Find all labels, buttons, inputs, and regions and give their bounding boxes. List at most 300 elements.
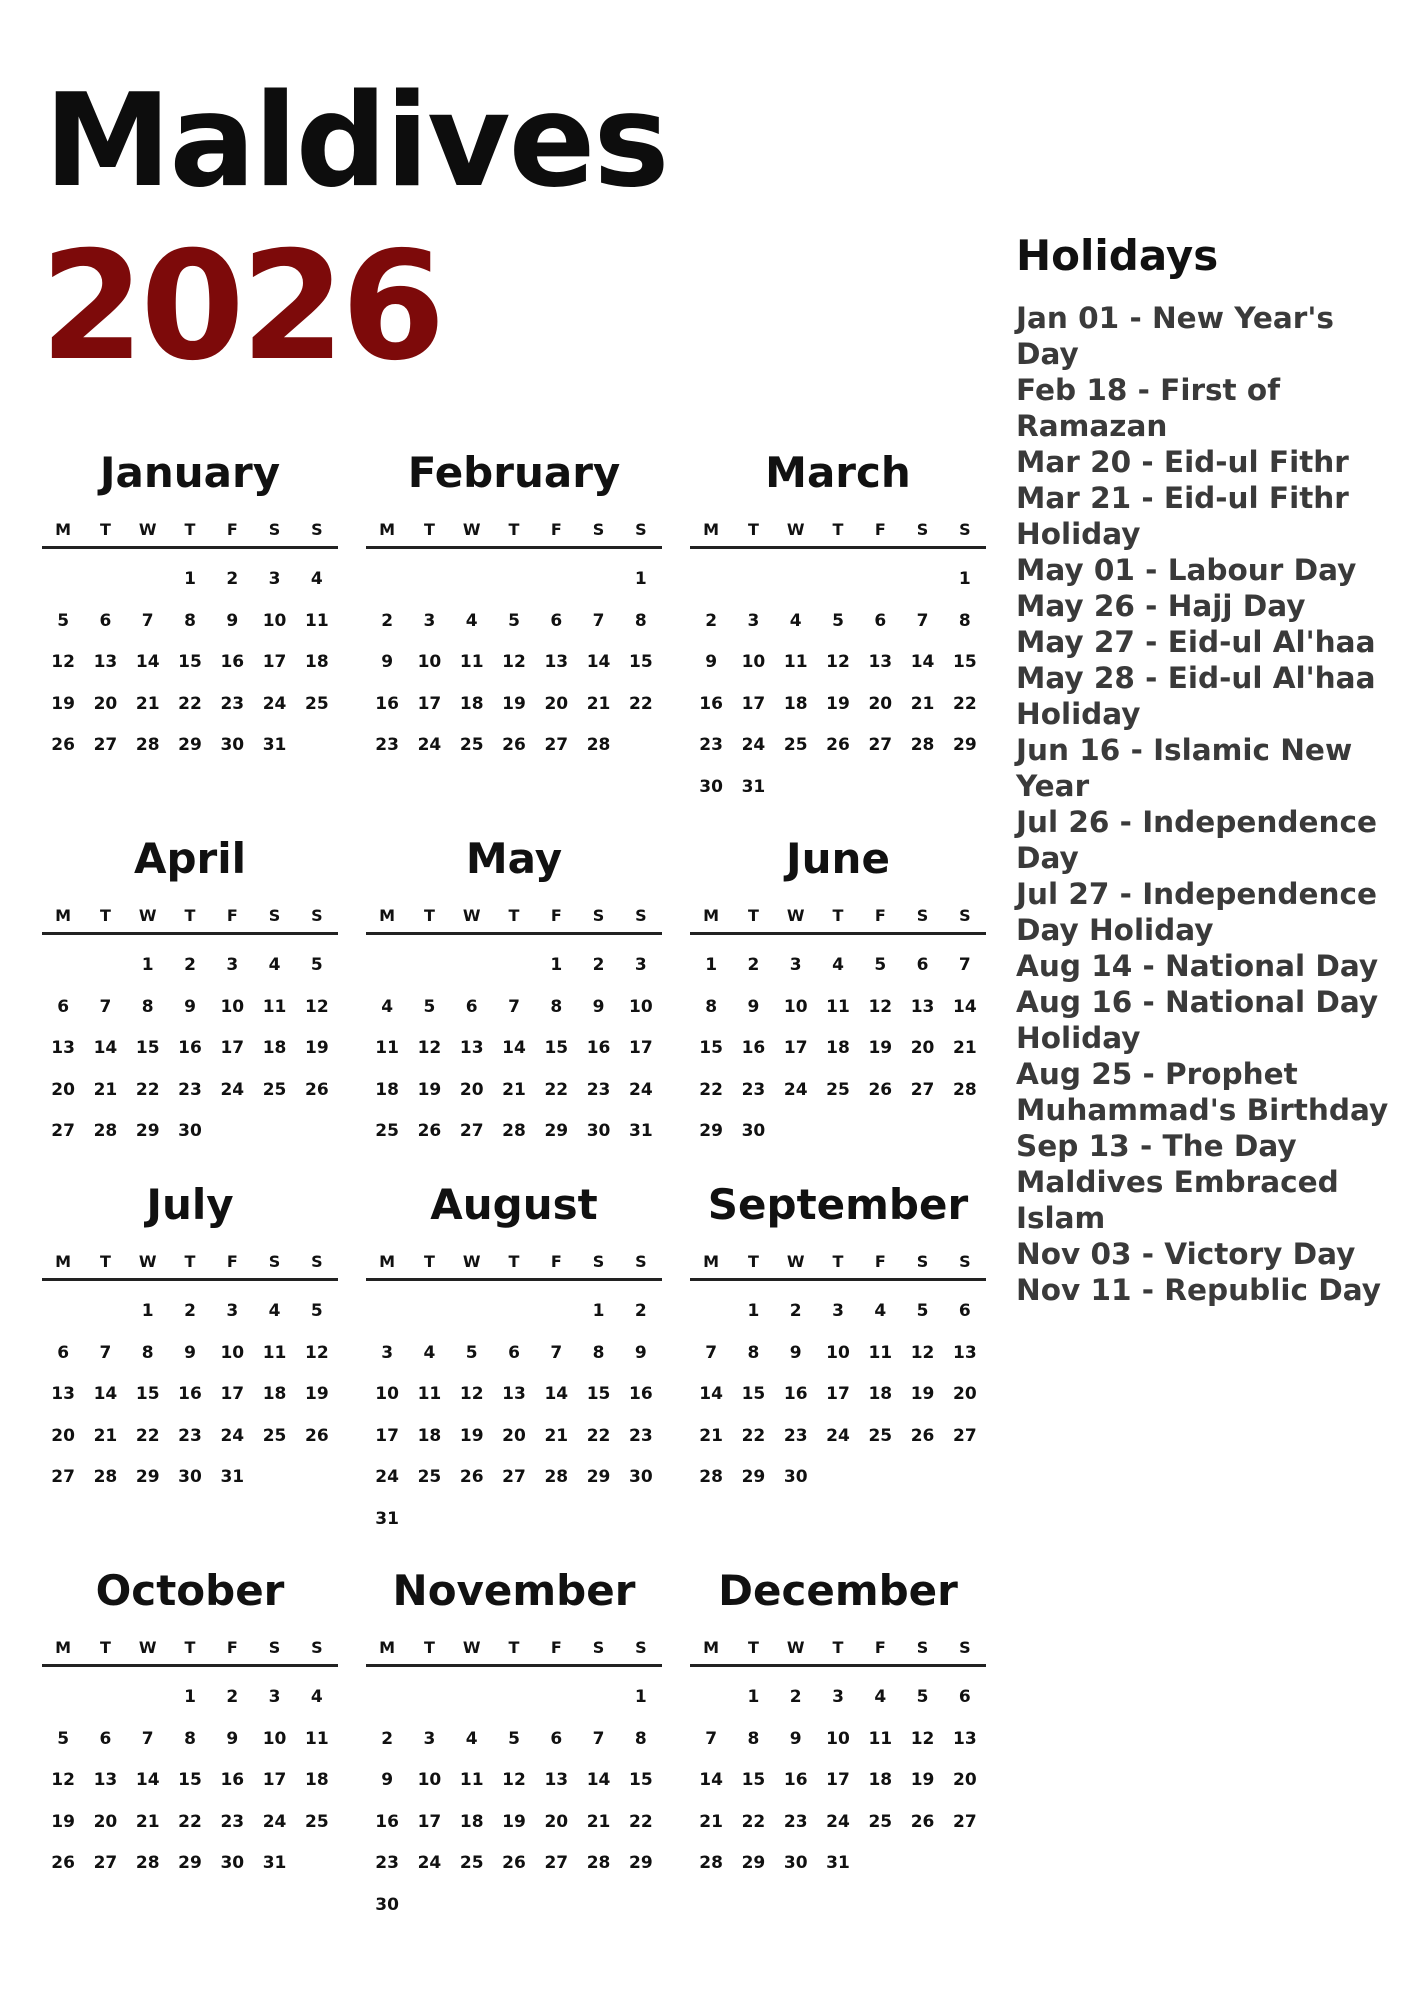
day-cell: 16	[699, 693, 723, 714]
day-cell: 23	[741, 1079, 766, 1100]
day-cell: 8	[958, 610, 971, 631]
day-cell: 29	[629, 1853, 653, 1873]
day-cell: 19	[910, 1384, 935, 1404]
weekday-label: F	[874, 520, 886, 539]
day-cell: 10	[417, 652, 442, 672]
day-cell: 14	[910, 652, 935, 672]
day-cell: 25	[262, 1425, 287, 1446]
holiday-item: May 27 - Eid-ul Al'haa	[1016, 625, 1376, 659]
day-cell: 19	[51, 1811, 75, 1832]
day-cell: 8	[747, 1342, 760, 1363]
day-cell: 27	[51, 1121, 75, 1141]
weekday-label: W	[786, 520, 805, 539]
day-cell: 18	[305, 1770, 329, 1790]
days-grid	[690, 559, 986, 808]
day-cell: 19	[305, 1384, 329, 1404]
day-cell: 9	[747, 996, 760, 1017]
weekday-label: F	[874, 906, 886, 925]
weekday-header-row	[42, 902, 338, 935]
holiday-item: Nov 11 - Republic Day	[1016, 1273, 1381, 1307]
day-cell: 29	[178, 735, 202, 755]
day-cell: 16	[178, 1038, 202, 1058]
day-cell: 24	[417, 735, 442, 755]
day-cell: 10	[220, 996, 245, 1017]
day-cell: 23	[699, 735, 723, 755]
day-cell: 7	[141, 1728, 154, 1749]
weekday-label: S	[916, 1638, 929, 1657]
weekday-label: W	[138, 906, 157, 925]
weekday-label: T	[184, 1638, 196, 1657]
day-cell: 15	[699, 1038, 723, 1058]
holiday-item: Aug 16 - National Day Holiday	[1016, 985, 1379, 1055]
holiday-item: Jun 16 - Islamic New Year	[1016, 733, 1353, 803]
day-cell: 30	[178, 1467, 202, 1487]
day-cell: 20	[910, 1038, 935, 1058]
day-cell: 13	[868, 652, 893, 672]
day-cell: 28	[586, 1853, 611, 1873]
weekday-label: T	[508, 906, 520, 925]
day-cell: 20	[502, 1425, 526, 1446]
day-cell: 6	[958, 1301, 971, 1321]
day-cell: 22	[135, 1425, 160, 1446]
weekday-label: F	[550, 1252, 562, 1271]
day-cell: 29	[699, 1121, 723, 1141]
day-cell: 1	[747, 1687, 760, 1707]
day-cell: 1	[958, 569, 971, 589]
day-cell: 29	[741, 1467, 766, 1487]
day-cell: 24	[220, 1079, 245, 1100]
weekday-label: T	[99, 906, 111, 925]
month-july	[42, 1180, 338, 1499]
weekday-label: T	[747, 520, 759, 539]
day-cell: 25	[868, 1425, 893, 1446]
day-cell: 24	[826, 1425, 850, 1446]
day-cell: 18	[868, 1384, 893, 1404]
days-grid	[690, 945, 986, 1153]
day-cell: 27	[544, 1853, 569, 1873]
weekday-label: W	[786, 1638, 805, 1657]
day-cell: 13	[51, 1384, 75, 1404]
day-cell: 30	[741, 1121, 766, 1141]
weekday-label: F	[226, 906, 238, 925]
weekday-label: S	[268, 1252, 281, 1271]
day-cell: 21	[93, 1425, 118, 1446]
day-cell: 10	[220, 1342, 245, 1363]
month-name: February	[407, 448, 621, 497]
day-cell: 9	[381, 1770, 394, 1790]
weekday-label: M	[379, 906, 396, 925]
day-cell: 11	[262, 1342, 287, 1363]
day-cell: 19	[51, 693, 75, 714]
month-name: October	[95, 1566, 285, 1615]
day-cell: 8	[705, 996, 718, 1017]
day-cell: 12	[502, 652, 526, 672]
weekday-label: T	[508, 520, 520, 539]
day-cell: 5	[310, 1301, 323, 1321]
day-cell: 12	[305, 1342, 329, 1363]
day-cell: 18	[868, 1770, 893, 1790]
day-cell: 16	[783, 1770, 808, 1790]
day-cell: 6	[57, 996, 70, 1017]
day-cell: 11	[868, 1342, 893, 1363]
holiday-item: Mar 20 - Eid-ul Fithr	[1016, 445, 1349, 479]
month-name: June	[786, 834, 890, 883]
day-cell: 4	[310, 569, 323, 589]
weekday-label: M	[55, 906, 72, 925]
day-cell: 29	[135, 1467, 160, 1487]
day-cell: 28	[502, 1121, 526, 1141]
holiday-item: Jul 26 - Independence Day	[1016, 805, 1378, 875]
day-cell: 19	[417, 1079, 442, 1100]
day-cell: 12	[305, 996, 329, 1017]
day-cell: 14	[699, 1770, 723, 1790]
day-cell: 23	[375, 735, 399, 755]
day-cell: 27	[544, 735, 569, 755]
day-cell: 19	[502, 693, 526, 714]
day-cell: 6	[57, 1342, 70, 1363]
day-cell: 9	[592, 996, 605, 1017]
day-cell: 28	[93, 1467, 118, 1487]
holiday-item: Nov 03 - Victory Day	[1016, 1237, 1356, 1271]
day-cell: 18	[459, 693, 484, 714]
day-cell: 14	[93, 1384, 118, 1404]
day-cell: 30	[699, 776, 723, 797]
day-cell: 23	[629, 1425, 653, 1446]
month-name: November	[392, 1566, 636, 1615]
day-cell: 13	[953, 1342, 977, 1363]
day-cell: 1	[184, 569, 196, 589]
day-cell: 31	[262, 735, 287, 755]
weekday-label: T	[832, 1252, 844, 1271]
day-cell: 24	[220, 1425, 245, 1446]
weekday-label: S	[592, 1638, 605, 1657]
day-cell: 31	[220, 1467, 245, 1487]
day-cell: 21	[586, 693, 611, 714]
day-cell: 25	[459, 1853, 484, 1873]
day-cell: 5	[423, 996, 436, 1017]
day-cell: 27	[953, 1425, 977, 1446]
day-cell: 12	[910, 1728, 935, 1749]
day-cell: 2	[747, 955, 760, 975]
weekday-label: T	[184, 1252, 196, 1271]
day-cell: 4	[423, 1342, 436, 1363]
day-cell: 7	[705, 1728, 718, 1749]
day-cell: 3	[226, 955, 239, 975]
day-cell: 8	[592, 1342, 605, 1363]
day-cell: 13	[51, 1038, 75, 1058]
day-cell: 10	[741, 652, 766, 672]
day-cell: 3	[226, 1301, 239, 1321]
day-cell: 3	[268, 1687, 281, 1707]
day-cell: 20	[51, 1425, 75, 1446]
day-cell: 26	[502, 1853, 526, 1873]
weekday-label: M	[703, 520, 720, 539]
weekday-label: S	[916, 520, 929, 539]
day-cell: 10	[826, 1728, 850, 1749]
weekday-label: F	[550, 520, 562, 539]
day-cell: 30	[586, 1121, 611, 1141]
day-cell: 9	[226, 1728, 239, 1749]
weekday-label: M	[703, 1638, 720, 1657]
weekday-label: F	[874, 1252, 886, 1271]
day-cell: 26	[910, 1425, 935, 1446]
weekday-label: M	[55, 1252, 72, 1271]
holiday-item: Aug 25 - Prophet Muhammad's Birthday	[1016, 1057, 1389, 1127]
day-cell: 29	[953, 735, 977, 755]
day-cell: 24	[629, 1079, 653, 1100]
day-cell: 10	[629, 996, 653, 1017]
day-cell: 5	[916, 1301, 929, 1321]
weekday-header-row	[690, 1634, 986, 1667]
day-cell: 30	[220, 735, 245, 755]
day-cell: 26	[826, 735, 850, 755]
weekday-label: F	[226, 1638, 238, 1657]
day-cell: 12	[868, 996, 893, 1017]
day-cell: 6	[958, 1687, 971, 1707]
holiday-list	[1016, 300, 1396, 1308]
day-cell: 24	[375, 1467, 399, 1487]
weekday-header-row	[690, 902, 986, 935]
day-cell: 20	[459, 1079, 484, 1100]
weekday-label: S	[635, 906, 647, 925]
day-cell: 9	[226, 610, 239, 631]
day-cell: 6	[99, 1728, 112, 1749]
day-cell: 26	[51, 735, 75, 755]
day-cell: 8	[141, 996, 154, 1017]
day-cell: 28	[93, 1121, 118, 1141]
day-cell: 22	[953, 693, 977, 714]
day-cell: 21	[953, 1038, 977, 1058]
day-cell: 17	[826, 1384, 850, 1404]
day-cell: 7	[916, 610, 929, 631]
day-cell: 28	[135, 735, 160, 755]
day-cell: 28	[699, 1467, 723, 1487]
weekday-label: F	[226, 1252, 238, 1271]
day-cell: 5	[310, 955, 323, 975]
day-cell: 6	[550, 610, 563, 631]
day-cell: 31	[262, 1853, 287, 1873]
day-cell: 14	[586, 1770, 611, 1790]
day-cell: 22	[741, 1425, 766, 1446]
day-cell: 24	[262, 693, 287, 714]
weekday-label: M	[379, 1638, 396, 1657]
weekday-label: S	[959, 1252, 971, 1271]
day-cell: 25	[459, 735, 484, 755]
day-cell: 3	[381, 1342, 394, 1363]
month-september	[690, 1180, 986, 1499]
day-cell: 2	[592, 955, 605, 975]
day-cell: 20	[544, 1811, 569, 1832]
day-cell: 16	[741, 1038, 766, 1058]
day-cell: 13	[93, 1770, 118, 1790]
weekday-label: M	[703, 1252, 720, 1271]
day-cell: 1	[634, 1687, 647, 1707]
day-cell: 12	[51, 1770, 75, 1790]
day-cell: 25	[783, 735, 808, 755]
day-cell: 11	[305, 610, 329, 631]
weekday-label: W	[462, 1638, 481, 1657]
month-december	[690, 1566, 986, 1885]
weekday-label: T	[184, 520, 196, 539]
day-cell: 5	[465, 1342, 478, 1363]
weekday-label: S	[959, 906, 971, 925]
day-cell: 17	[783, 1038, 808, 1058]
days-grid	[366, 1677, 662, 1926]
day-cell: 22	[699, 1079, 723, 1100]
month-april	[42, 834, 338, 1153]
day-cell: 8	[550, 996, 563, 1017]
weekday-label: T	[423, 1638, 435, 1657]
day-cell: 6	[508, 1342, 520, 1363]
day-cell: 25	[262, 1079, 287, 1100]
weekday-label: W	[462, 906, 481, 925]
day-cell: 30	[178, 1121, 202, 1141]
weekday-label: W	[138, 1252, 157, 1271]
weekday-label: F	[550, 906, 562, 925]
month-name: May	[465, 834, 563, 883]
weekday-label: M	[379, 1252, 396, 1271]
day-cell: 3	[832, 1687, 844, 1707]
day-cell: 6	[916, 955, 929, 975]
day-cell: 16	[586, 1038, 611, 1058]
day-cell: 1	[705, 955, 718, 975]
day-cell: 1	[550, 955, 563, 975]
day-cell: 17	[375, 1425, 399, 1446]
day-cell: 17	[220, 1384, 245, 1404]
weekday-label: S	[916, 906, 929, 925]
day-cell: 29	[135, 1121, 160, 1141]
day-cell: 26	[305, 1425, 329, 1446]
day-cell: 12	[417, 1038, 442, 1058]
day-cell: 19	[502, 1811, 526, 1832]
weekday-header-row	[366, 902, 662, 935]
weekday-header-row	[42, 1248, 338, 1281]
day-cell: 3	[268, 569, 281, 589]
day-cell: 25	[417, 1467, 442, 1487]
weekday-label: W	[462, 1252, 481, 1271]
day-cell: 15	[178, 652, 202, 672]
day-cell: 10	[262, 1728, 287, 1749]
day-cell: 6	[465, 996, 478, 1017]
day-cell: 2	[381, 610, 394, 631]
day-cell: 31	[375, 1508, 399, 1529]
weekday-label: S	[959, 520, 971, 539]
day-cell: 2	[226, 1687, 239, 1707]
day-cell: 3	[423, 1728, 436, 1749]
day-cell: 3	[634, 955, 647, 975]
day-cell: 4	[465, 610, 478, 631]
day-cell: 27	[93, 1853, 118, 1873]
day-cell: 2	[705, 610, 718, 631]
day-cell: 16	[178, 1384, 202, 1404]
day-cell: 17	[417, 1811, 442, 1832]
weekday-header-row	[690, 1248, 986, 1281]
month-name: April	[133, 834, 247, 883]
holiday-item: Jan 01 - New Year's Day	[1016, 301, 1334, 371]
day-cell: 9	[381, 652, 394, 672]
day-cell: 26	[305, 1079, 329, 1100]
day-cell: 22	[178, 693, 202, 714]
holiday-item: May 26 - Hajj Day	[1016, 589, 1306, 623]
day-cell: 14	[135, 652, 160, 672]
day-cell: 21	[699, 1811, 723, 1832]
day-cell: 24	[783, 1079, 808, 1100]
day-cell: 11	[305, 1728, 329, 1749]
weekday-label: M	[55, 1638, 72, 1657]
day-cell: 18	[262, 1038, 287, 1058]
day-cell: 8	[634, 610, 647, 631]
weekday-label: T	[423, 520, 435, 539]
day-cell: 29	[741, 1853, 766, 1873]
day-cell: 12	[910, 1342, 935, 1363]
month-name: March	[765, 448, 911, 497]
days-grid	[366, 945, 662, 1153]
day-cell: 11	[826, 996, 850, 1017]
day-cell: 24	[417, 1853, 442, 1873]
weekday-header-row	[366, 1248, 662, 1281]
day-cell: 28	[699, 1853, 723, 1873]
day-cell: 20	[868, 693, 893, 714]
day-cell: 30	[783, 1467, 808, 1487]
weekday-label: W	[138, 1638, 157, 1657]
day-cell: 26	[459, 1467, 484, 1487]
day-cell: 10	[262, 610, 287, 631]
day-cell: 2	[634, 1301, 647, 1321]
month-name: July	[146, 1180, 234, 1229]
day-cell: 8	[141, 1342, 154, 1363]
day-cell: 4	[465, 1728, 478, 1749]
day-cell: 7	[592, 610, 605, 631]
weekday-label: S	[311, 1638, 323, 1657]
day-cell: 31	[629, 1121, 653, 1141]
day-cell: 22	[741, 1811, 766, 1832]
day-cell: 18	[262, 1384, 287, 1404]
day-cell: 21	[135, 1811, 160, 1832]
day-cell: 10	[826, 1342, 850, 1363]
day-cell: 2	[789, 1687, 802, 1707]
day-cell: 13	[459, 1038, 484, 1058]
month-may	[366, 834, 662, 1153]
days-grid	[42, 1291, 338, 1499]
weekday-label: M	[379, 520, 396, 539]
day-cell: 15	[586, 1384, 611, 1404]
day-cell: 16	[220, 652, 245, 672]
weekday-header-row	[366, 1634, 662, 1667]
day-cell: 12	[826, 652, 850, 672]
day-cell: 18	[826, 1038, 850, 1058]
holiday-item: Aug 14 - National Day	[1016, 949, 1379, 983]
weekday-label: S	[592, 1252, 605, 1271]
day-cell: 27	[868, 735, 893, 755]
day-cell: 18	[783, 693, 808, 714]
weekday-label: T	[99, 1252, 111, 1271]
day-cell: 11	[375, 1038, 399, 1058]
day-cell: 7	[958, 955, 971, 975]
day-cell: 21	[93, 1079, 118, 1100]
day-cell: 15	[178, 1770, 202, 1790]
holiday-item: Jul 27 - Independence Day Holiday	[1016, 877, 1378, 947]
weekday-label: S	[311, 520, 323, 539]
day-cell: 26	[910, 1811, 935, 1832]
day-cell: 16	[629, 1384, 653, 1404]
day-cell: 22	[544, 1079, 569, 1100]
month-june	[690, 834, 986, 1153]
day-cell: 18	[459, 1811, 484, 1832]
page-title-year: 2026	[40, 220, 442, 394]
day-cell: 9	[789, 1728, 802, 1749]
day-cell: 18	[305, 652, 329, 672]
day-cell: 21	[699, 1425, 723, 1446]
